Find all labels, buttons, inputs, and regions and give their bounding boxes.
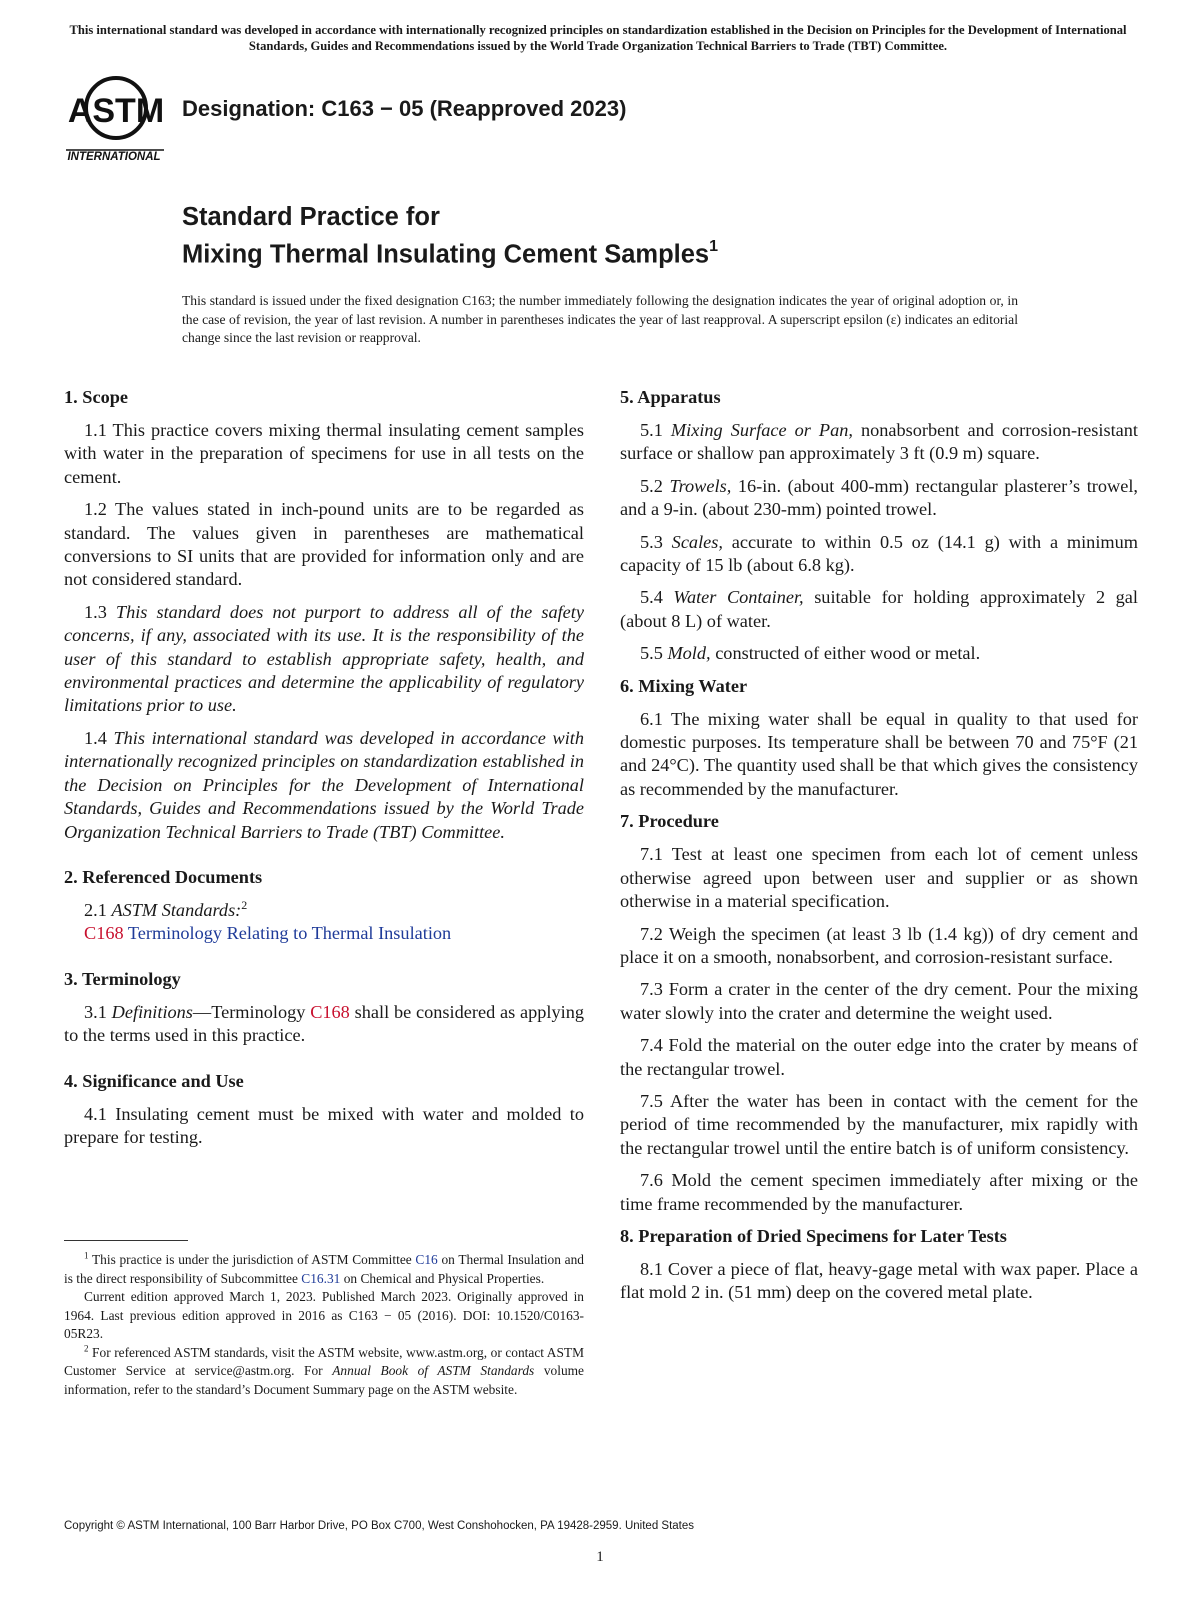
apparatus-item [620,531,1138,578]
paragraph-1-4 [64,727,584,844]
paragraph-4-1: 4.1 Insulating cement must be mixed with water and molded to prepare for testing. [64,1103,584,1147]
paragraph-2-1 [64,899,584,922]
section-heading-apparatus: 5. Apparatus [620,387,721,407]
section-heading-referenced-documents: 2. Referenced Documents [64,866,263,887]
footnote-text: For referenced ASTM standards, visit the ASTM website, www.astm.org, or contact ASTM Customer Service at service@astm.org. For [64,1344,584,1378]
c16-31-link[interactable]: C16.31 [301,1270,341,1286]
paragraph-1-2: 1.2 The values stated in inch-pound units are to be regarded as standard. The values given in parentheses are mathematical conversions to SI units that are provided for information only and are not considered standard. [64,499,584,590]
footnote-1 [64,1251,584,1288]
safety-statement: This standard does not purport to address all of the safety concerns, if any, associated with its use. It is the responsibility of the user of this standard to establish appropriate safety, health, and environmental practices and determine the applicability of regulatory limitations prior to use. [64,601,584,716]
paragraph-7-1: 7.1 Test at least one specimen from each lot of cement unless otherwise agreed upon between user and supplier or as shown otherwise in a material specification. [620,844,1138,912]
paragraph-number: 5.5 [640,643,663,664]
paragraph-7-2: 7.2 Weigh the specimen (at least 3 lb (1.4 kg)) of dry cement and place it on a smooth, nonabsorbent, and corrosion-resistant surface. [620,923,1138,967]
paragraph-8-1: 8.1 Cover a piece of flat, heavy-gage metal with wax paper. Place a flat mold 2 in. (51 mm) deep on the covered metal plate. [620,1258,1138,1303]
footnote-mark: 1 [84,1250,89,1261]
apparatus-term: Water Container, [673,587,804,608]
apparatus-text: constructed of either wood or metal. [715,643,981,664]
title-line-2: Mixing Thermal Insulating Cement Samples [182,240,710,269]
section-heading-preparation: 8. Preparation of Dried Specimens for Later Tests [620,1225,1007,1246]
logo-letters: ASTM [67,92,165,130]
apparatus-text: accurate to within 0.5 oz (14.1 g) with a minimum capacity of 15 lb (about 6.8 kg). [620,531,1138,576]
apparatus-term: Mixing Surface or Pan, [670,420,853,440]
paragraph-1-3 [64,601,584,718]
apparatus-item [620,586,1138,633]
footnote-text: This practice is under the jurisdiction of ASTM Committee [91,1252,412,1267]
c168-inline-link[interactable]: C168 [310,1001,350,1022]
paragraph-number: 5.4 [640,587,663,608]
issue-note: This standard is issued under the fixed designation C163; the number immediately following the designation indicates the year of original adoption or, in the case of revision, the year of last revision. A number in parentheses indicates the year of last reapproval. A superscript epsilon (ε) indicates an editorial change since the last revision or reapproval. [182,293,1018,345]
footnote-text: on Thermal Insulation and is the direct responsibility of Subcommittee [64,1252,584,1286]
footnote-text: on Chemical and Physical Properties. [343,1270,545,1286]
paragraph-7-3: 7.3 Form a crater in the center of the dry cement. Pour the mixing water slowly into the crater and determine the weight used. [620,979,1138,1023]
logo-subtitle: INTERNATIONAL [67,151,161,163]
page-number: 1 [596,1549,604,1565]
apparatus-text: 16-in. (about 400-mm) rectangular plasterer’s trowel, and a 9-in. (about 230-mm) pointed trowel. [620,475,1138,520]
paragraph-number: 3.1 [84,1001,107,1022]
paragraph-number: 5.1 [640,420,663,440]
footnote-text: volume information, refer to the standard’s Document Summary page on the ASTM website. [64,1363,584,1397]
definitions-term: Definitions [111,1001,193,1022]
paragraph-7-6: 7.6 Mold the cement specimen immediately after mixing or the time frame recommended by the manufacturer. [620,1170,1138,1214]
paragraph-number: 5.2 [640,475,663,496]
section-heading-procedure: 7. Procedure [620,811,719,832]
right-column [620,386,1138,1314]
apparatus-text: suitable for holding approximately 2 gal (about 8 L) of water. [620,587,1138,631]
apparatus-item [620,475,1138,522]
apparatus-item [620,419,1138,466]
left-column [64,386,584,1158]
footnote-mark: 2 [84,1343,89,1354]
paragraph-number: 2.1 [84,899,107,920]
section-heading-terminology: 3. Terminology [64,968,181,989]
c168-link[interactable]: C168 [84,923,124,944]
apparatus-term: Scales, [671,531,723,552]
footnote-2 [64,1344,584,1400]
definitions-text-2: shall be considered as applying to the terms used in this practice. [64,1001,585,1046]
top-notice: This international standard was developed in accordance with internationally recognized principles on standardization established in the Decision on Principles for the Development of International Standards, Guides and Recommendations issued by the World Trade Organization Technical Barriers to Trade (TBT) Committee. [69,23,1127,53]
paragraph-3-1 [64,1001,584,1048]
annual-book-title: Annual Book of ASTM Standards [332,1363,535,1378]
apparatus-item [620,642,1138,665]
wto-statement: This international standard was developed in accordance with internationally recognized principles on standardization established in the Decision on Principles for the Development of International Standards, Guides and Recommendations issued by the World Trade Organization Technical Barriers to Trade (TBT) Committee. [64,727,584,842]
definitions-text: —Terminology [192,1001,306,1022]
footnote-divider [64,1240,188,1241]
title-footnote-mark: 1 [709,238,719,255]
section-heading-significance: 4. Significance and Use [64,1070,244,1091]
footnote-ref-2: 2 [241,897,248,912]
reference-c168 [64,922,584,945]
apparatus-text: nonabsorbent and corrosion-resistant surface or shallow pan approximately 3 ft (0.9 m) square. [620,420,1138,464]
paragraph-number: 1.4 [84,727,107,748]
apparatus-term: Trowels, [669,475,732,496]
document-title [182,201,718,271]
copyright-line: Copyright © ASTM International, 100 Barr Harbor Drive, PO Box C700, West Conshohocken, PA 19428-2959. United States [64,1520,695,1532]
edition-note: Current edition approved March 1, 2023. Published March 2023. Originally approved in 1964. Last previous edition approved in 2016 as C163 − 05 (2016). DOI: 10.1520/C0163-05R23. [64,1289,584,1341]
astm-standards-label: ASTM Standards: [111,899,242,920]
paragraph-number: 1.3 [84,601,107,622]
footnotes [64,1251,584,1399]
paragraph-7-5: 7.5 After the water has been in contact with the cement for the period of time recommended by the manufacturer, mix rapidly with the rectangular trowel until the entire batch is of uniform consistency. [620,1090,1138,1158]
designation: Designation: C163 − 05 (Reapproved 2023) [182,96,627,121]
paragraph-7-4: 7.4 Fold the material on the outer edge into the crater by means of the rectangular trowel. [620,1035,1138,1079]
section-heading-scope: 1. Scope [64,387,128,407]
astm-logo [64,70,168,166]
apparatus-term: Mold, [667,643,711,664]
paragraph-6-1: 6.1 The mixing water shall be equal in quality to that used for domestic purposes. Its temperature shall be between 70 and 75°F (21 and 24°C). The quantity used shall be that which gives the consistency as recommended by the manufacturer. [620,708,1138,799]
c16-link[interactable]: C16 [415,1252,438,1267]
paragraph-1-1: 1.1 This practice covers mixing thermal insulating cement samples with water in the preparation of specimens for use in all tests on the cement. [64,420,584,487]
section-heading-mixing-water: 6. Mixing Water [620,675,748,696]
title-line-1: Standard Practice for [182,203,440,231]
paragraph-number: 5.3 [640,531,663,552]
c168-title-link[interactable]: Terminology Relating to Thermal Insulation [127,923,452,944]
